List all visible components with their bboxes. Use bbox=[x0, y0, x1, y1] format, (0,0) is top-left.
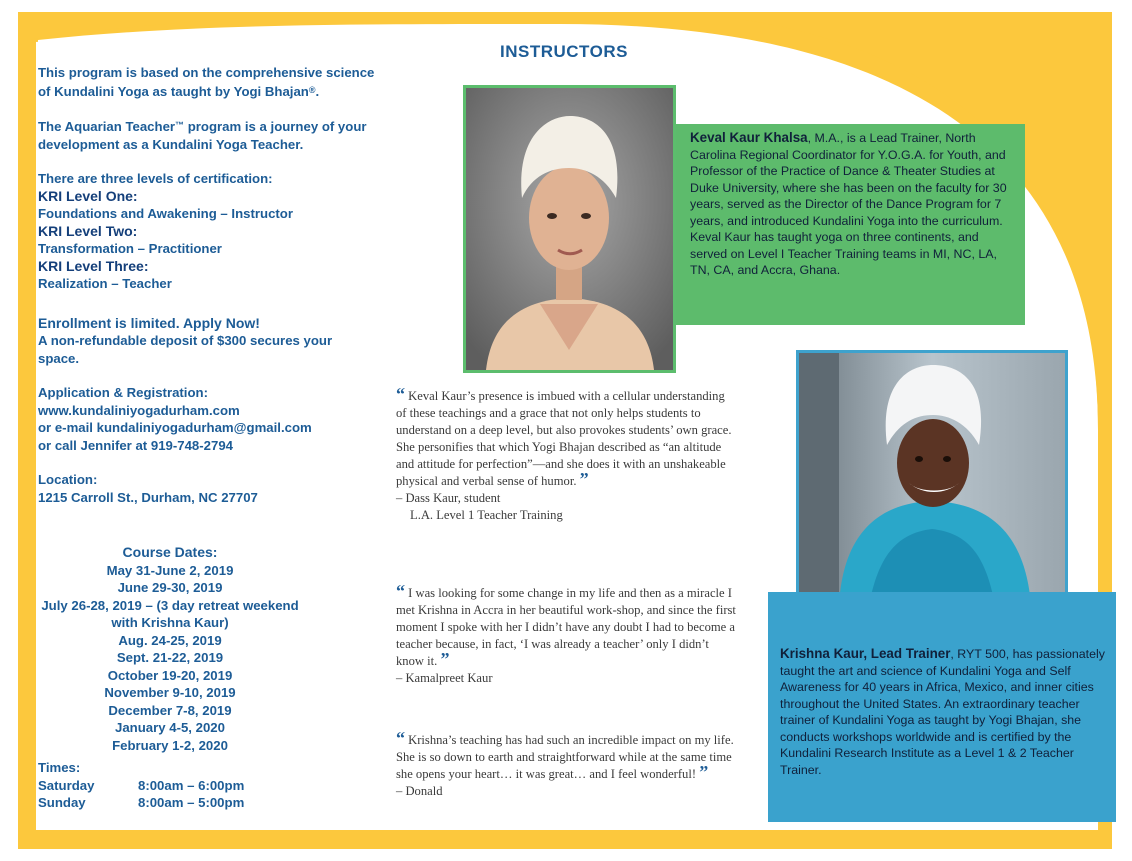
quote-text: Keval Kaur’s presence is imbued with a cellular understanding of these teachings and a grace that not only helps students to understand on a deep level, but also provokes students’ own grace. She personifies that which Yogi Bhajan described as “an altitude and attitude for perfection”—and she does it with an unshakeable physical and verbal sense of humor. bbox=[396, 389, 732, 488]
course-dates bbox=[30, 544, 310, 754]
application-website[interactable]: www.kundaliniyogadurham.com bbox=[38, 402, 240, 418]
date-item: July 26-28, 2019 – (3 day retreat weekend bbox=[41, 597, 299, 613]
program-info bbox=[38, 64, 378, 506]
date-item: Sept. 21-22, 2019 bbox=[116, 650, 224, 665]
instructors-title: INSTRUCTORS bbox=[500, 42, 628, 61]
krishna-kaur-bio-text: , RYT 500, has passionately taught the art and science of Kundalini Yoga and Self Awareness for 40 years in Africa, Mexico, and inner cities throughout the United States. An extraordinary teacher trainer of Kundalini Yoga as taught by Yogi Bhajan, she conducts workshops worldwide and is certified by the Kundalini Research Institute as a Level 1 & 2 Teacher Trainer. bbox=[780, 647, 1105, 777]
level-two-name: KRI Level Two: bbox=[38, 222, 138, 239]
intro-text: This program is based on the comprehensive science of Kundalini Yoga as taught by Yogi Bhajan bbox=[38, 65, 375, 99]
intro-period: . bbox=[315, 83, 320, 99]
intro-paragraph bbox=[38, 64, 378, 100]
date-item: February 1-2, 2020 bbox=[112, 737, 228, 753]
application-phone: or call Jennifer at 919-748-2794 bbox=[38, 437, 233, 453]
yellow-bottom-band bbox=[18, 842, 1112, 849]
location-heading: Location: bbox=[38, 472, 98, 487]
times bbox=[38, 759, 318, 812]
close-quote-mark: ” bbox=[579, 469, 589, 489]
testimonial-quote bbox=[396, 728, 736, 800]
close-quote-mark: ” bbox=[440, 649, 450, 669]
times-day: Saturday bbox=[38, 777, 95, 793]
aquarian-text-a: The Aquarian Teacher bbox=[38, 119, 176, 134]
level-two-desc: Transformation – Practitioner bbox=[38, 241, 222, 256]
quote-attribution-detail: L.A. Level 1 Teacher Training bbox=[410, 508, 563, 522]
level-three-name: KRI Level Three: bbox=[38, 257, 149, 274]
date-item: January 4-5, 2020 bbox=[115, 720, 225, 735]
level-one-name: KRI Level One: bbox=[38, 187, 138, 204]
quote-attribution: – Donald bbox=[396, 784, 443, 798]
application-email[interactable]: or e-mail kundaliniyogadurham@gmail.com bbox=[38, 420, 312, 435]
open-quote-mark: “ bbox=[396, 728, 405, 748]
registered-mark: ® bbox=[308, 84, 316, 95]
quote-text: Krishna’s teaching has had such an incredible impact on my life. She is so down to earth and straightforward while at the same time she opens your heart… it was great… and I feel wonderful! bbox=[396, 733, 734, 781]
krishna-kaur-name: Krishna Kaur, Lead Trainer bbox=[780, 646, 951, 661]
open-quote-mark: “ bbox=[396, 581, 405, 601]
date-item: June 29-30, 2019 bbox=[117, 580, 223, 595]
quote-attribution: – Kamalpreet Kaur bbox=[396, 671, 493, 685]
krishna-kaur-bio bbox=[768, 592, 1116, 822]
times-day: Sunday bbox=[38, 795, 86, 810]
date-item: with Krishna Kaur) bbox=[111, 615, 229, 630]
open-quote-mark: “ bbox=[396, 384, 405, 404]
quote-attribution: – Dass Kaur, student bbox=[396, 491, 501, 505]
keval-kaur-bio bbox=[676, 124, 1025, 325]
date-item: Aug. 24-25, 2019 bbox=[118, 632, 222, 648]
level-three-desc: Realization – Teacher bbox=[38, 276, 172, 291]
enroll-body: A non-refundable deposit of $300 secures your space. bbox=[38, 333, 333, 366]
yellow-left-band bbox=[18, 12, 26, 849]
level-one-desc: Foundations and Awakening – Instructor bbox=[38, 206, 293, 221]
date-item: May 31-June 2, 2019 bbox=[106, 562, 234, 578]
date-item: November 9-10, 2019 bbox=[104, 685, 236, 700]
krishna-kaur-photo bbox=[796, 350, 1068, 608]
close-quote-mark: ” bbox=[699, 762, 709, 782]
course-dates-heading: Course Dates: bbox=[122, 544, 218, 560]
date-item: October 19-20, 2019 bbox=[107, 667, 233, 683]
times-hours: 8:00am – 5:00pm bbox=[138, 795, 245, 810]
testimonial-quote bbox=[396, 581, 736, 687]
levels-intro: There are three levels of certification: bbox=[38, 171, 273, 186]
aquarian-paragraph bbox=[38, 117, 378, 153]
date-item: December 7-8, 2019 bbox=[108, 702, 232, 718]
times-row bbox=[38, 777, 318, 795]
aquarian-text-b: program is a journey of your development as a Kundalini Yoga Teacher. bbox=[38, 119, 367, 152]
quote-text: I was looking for some change in my life and then as a miracle I met Krishna in Accra in her beautiful work-shop, and since the first moment I spoke with her I didn’t have any doubt I had to become a teacher because, in fact, ‘I was already a teacher’ only I didn’t know it. bbox=[396, 586, 736, 668]
keval-kaur-bio-text: , M.A., is a Lead Trainer, North Carolina Regional Coordinator for Y.O.G.A. for Youth, and Professor of the Practice of Dance & Theater Studies at Duke University, where she has been on the faculty for 30 years, served as the Director of the Dance Program for 7 years, and introduced Kundalini Yoga into the curriculum. Keval Kaur has taught yoga on three continents, and served on Level I Teacher Training teams in MI, NC, LA, TN, CA, and Accra, Ghana. bbox=[690, 131, 1007, 277]
times-hours: 8:00am – 6:00pm bbox=[138, 777, 245, 793]
times-heading: Times: bbox=[38, 760, 81, 775]
testimonial-quote bbox=[396, 384, 736, 524]
trademark-mark: ™ bbox=[175, 120, 185, 130]
enroll-heading: Enrollment is limited. Apply Now! bbox=[38, 314, 260, 331]
location-address: 1215 Carroll St., Durham, NC 27707 bbox=[38, 489, 258, 505]
keval-kaur-name: Keval Kaur Khalsa bbox=[690, 130, 808, 145]
application-heading: Application & Registration: bbox=[38, 385, 208, 400]
times-row bbox=[38, 794, 318, 812]
keval-kaur-photo bbox=[463, 85, 676, 373]
